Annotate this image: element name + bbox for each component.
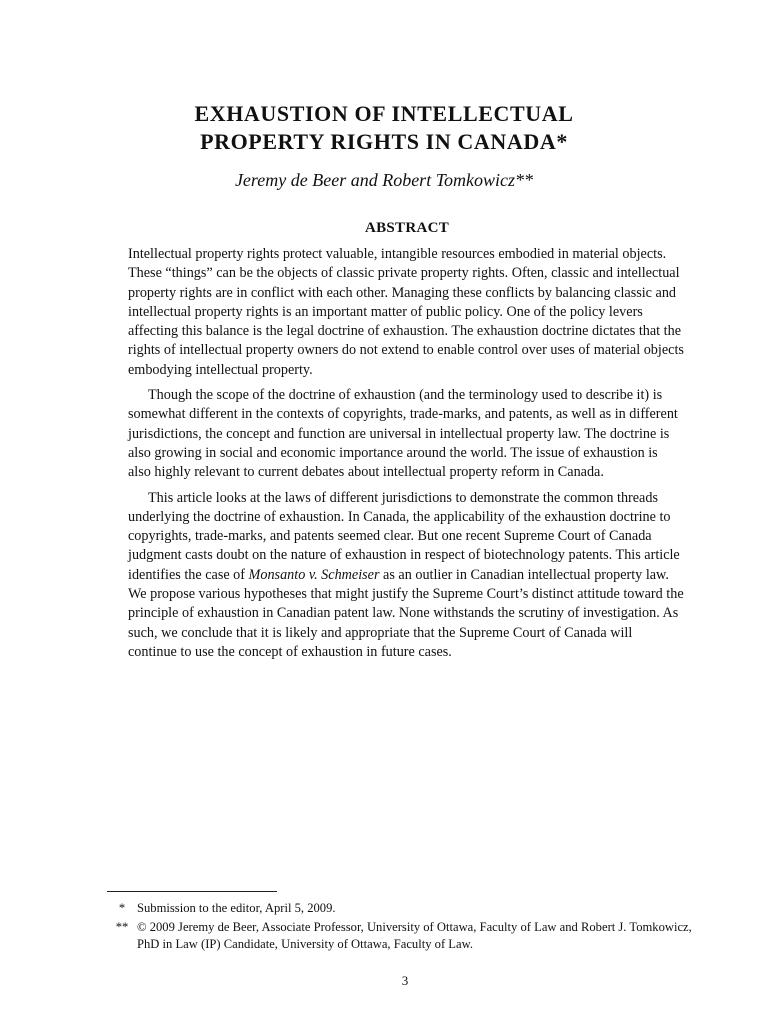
abstract-paragraph-2: Though the scope of the doctrine of exhaustion (and the terminology used to describe it) is somewhat different in the contexts of copyrights, trade-marks, and patents, as well as in different jurisdictions, the concept and function are universal in intellectual property law. The doctrine is also growing in social and economic importance around the world. The issue of exhaustion is also highly relevant to current debates about intellectual property reform in Canada.: [128, 387, 678, 481]
footnote-2-text: © 2009 Jeremy de Beer, Associate Professor, University of Ottawa, Faculty of Law and Robert J. Tomkowicz, PhD in Law (IP) Candidate, University of Ottawa, Faculty of Law.: [137, 920, 692, 951]
article-title: [0, 100, 768, 156]
abstract-body: [128, 245, 684, 668]
abstract-paragraph-1: Intellectual property rights protect valuable, intangible resources embodied in material objects. These “things” can be the objects of classic private property rights. Often, classic and intellectual property rights are in conflict with each other. Managing these conflicts by balancing classic and intellectual property rights is an important matter of public policy. One of the policy levers affecting this balance is the legal doctrine of exhaustion. The exhaustion doctrine dictates that the rights of intellectual property owners do not extend to enable control over uses of material objects embodying intellectual property.: [128, 246, 684, 378]
case-name: Monsanto v. Schmeiser: [248, 566, 380, 583]
footnote-divider: [107, 891, 277, 892]
footnote-2-marker: **: [115, 920, 129, 934]
abstract-paragraph-3: [128, 489, 684, 663]
footnote-1: [107, 900, 707, 917]
article-title-line-2: PROPERTY RIGHTS IN CANADA*: [200, 129, 568, 154]
page-number: 3: [401, 973, 409, 988]
abstract-heading: ABSTRACT: [364, 220, 450, 236]
footnotes: [107, 900, 707, 955]
article-title-line-1: EXHAUSTION OF INTELLECTUAL: [194, 101, 574, 126]
footnote-2: [107, 919, 707, 953]
abstract-paragraph-3-part-1: This article looks at the laws of different jurisdictions to demonstrate the common threads underlying the doctrine of exhaustion. In Canada, the applicability of the exhaustion doctrine to copyrights, trade-marks, and patents seemed clear. But one recent Supreme Court of Canada judgment casts doubt on the nature of exhaustion in respect of biotechnology patents. This article identifies the case of: [128, 489, 680, 583]
abstract-paragraph-3-part-2: as an outlier in Canadian intellectual property law. We propose various hypotheses that might justify the Supreme Court’s distinct attitude toward the principle of exhaustion in Canadian patent law. None withstands the scrutiny of investigation. As such, we conclude that it is likely and appropriate that the Supreme Court of Canada will continue to use the concept of exhaustion in future cases.: [128, 566, 684, 660]
footnote-1-text: Submission to the editor, April 5, 2009.: [137, 901, 336, 915]
footnote-1-marker: *: [118, 901, 126, 915]
author-line: Jeremy de Beer and Robert Tomkowicz**: [234, 170, 534, 190]
